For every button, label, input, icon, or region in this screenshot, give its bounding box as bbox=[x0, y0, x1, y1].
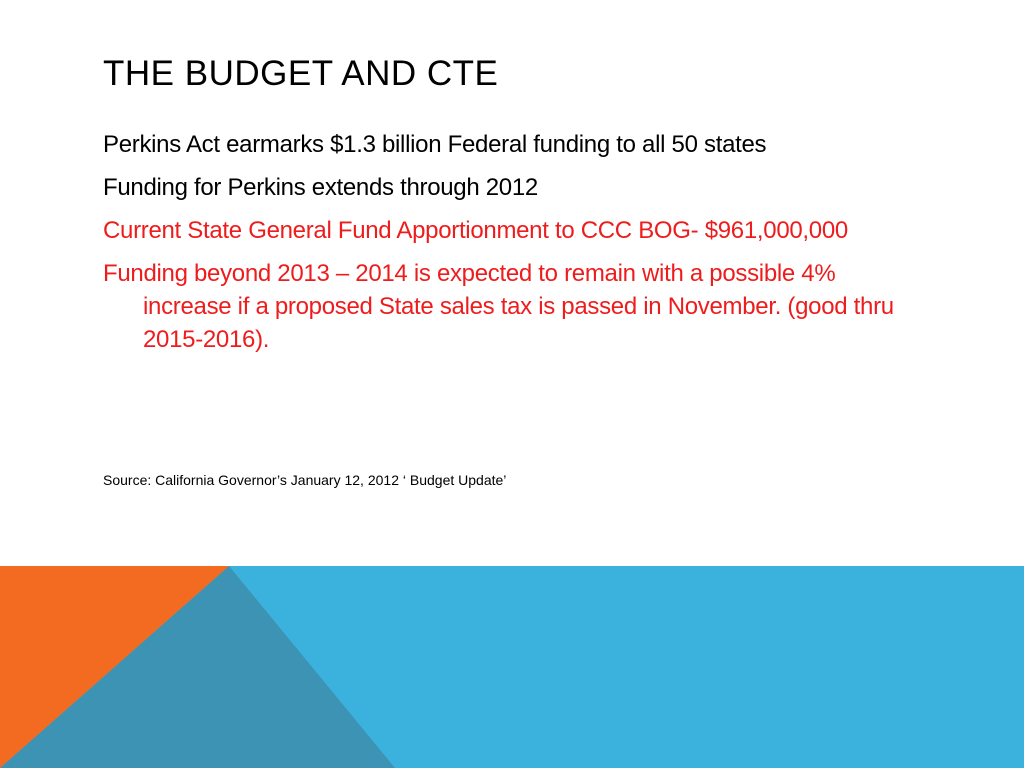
source-citation: Source: California Governor’s January 12, 2012 ‘ Budget Update’ bbox=[103, 472, 507, 488]
decorative-footer-band bbox=[0, 566, 1024, 768]
bullet-funding-beyond-2013: Funding beyond 2013 – 2014 is expected to remain with a possible 4% increase if a proposed State sales tax is passed in November. (good thru 2015-2016). bbox=[103, 260, 894, 353]
bullet-perkins-earmarks: Perkins Act earmarks $1.3 billion Federal funding to all 50 states bbox=[103, 131, 767, 158]
bullet-perkins-funding-duration: Funding for Perkins extends through 2012 bbox=[103, 174, 538, 201]
bullet-list bbox=[103, 128, 903, 366]
bullet-state-general-fund: Current State General Fund Apportionment to CCC BOG- $961,000,000 bbox=[103, 217, 848, 244]
slide-title: THE BUDGET AND CTE bbox=[103, 54, 499, 93]
